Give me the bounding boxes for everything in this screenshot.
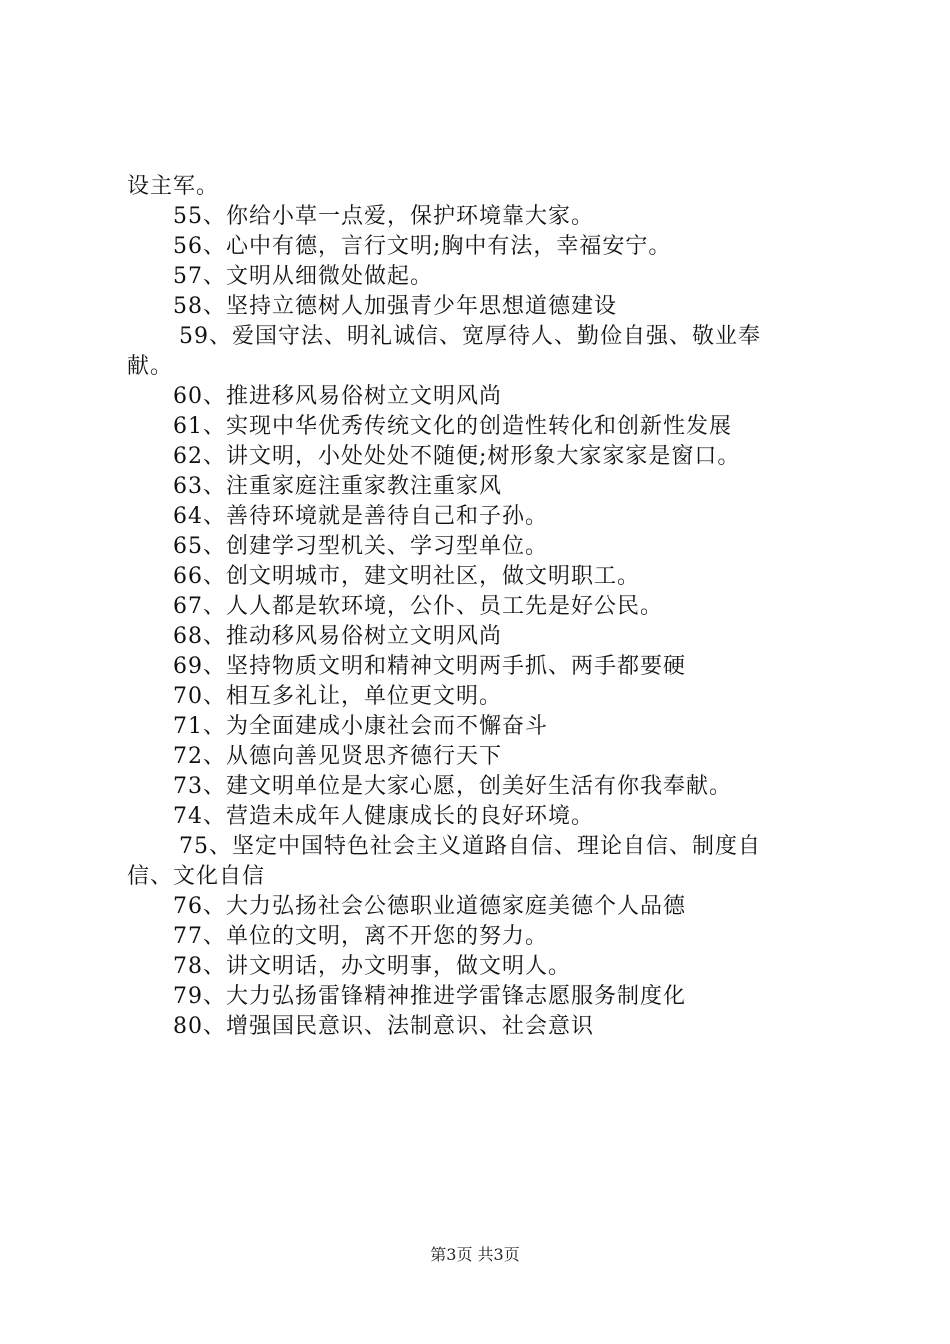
slogan-69: 69、坚持物质文明和精神文明两手抓、两手都要硬 <box>173 654 686 679</box>
text-line: 设主军。 <box>127 174 220 199</box>
slogan-67: 67、人人都是软环境，公仆、员工先是好公民。 <box>173 594 663 619</box>
slogan-59: 59、爱国守法、明礼诚信、宽厚待人、勤俭自强、敬业奉 <box>179 324 761 349</box>
slogan-72: 72、从德向善见贤思齐德行天下 <box>173 744 502 769</box>
slogan-58: 58、坚持立德树人加强青少年思想道德建设 <box>173 294 617 319</box>
slogan-75-continued: 信、文化自信 <box>127 864 266 889</box>
slogan-70: 70、相互多礼让，单位更文明。 <box>173 684 502 709</box>
slogan-71: 71、为全面建成小康社会而不懈奋斗 <box>173 714 548 739</box>
slogan-63: 63、注重家庭注重家教注重家风 <box>173 474 502 499</box>
slogan-65: 65、创建学习型机关、学习型单位。 <box>173 534 548 559</box>
slogan-74: 74、营造未成年人健康成长的良好环境。 <box>173 804 594 829</box>
slogan-77: 77、单位的文明，离不开您的努力。 <box>173 924 548 949</box>
slogan-68: 68、推动移风易俗树立文明风尚 <box>173 624 502 649</box>
slogan-78: 78、讲文明话，办文明事，做文明人。 <box>173 954 571 979</box>
slogan-64: 64、善待环境就是善待自己和子孙。 <box>173 504 548 529</box>
slogan-61: 61、实现中华优秀传统文化的创造性转化和创新性发展 <box>173 414 732 439</box>
slogan-80: 80、增强国民意识、法制意识、社会意识 <box>173 1014 594 1039</box>
slogan-56: 56、心中有德，言行文明;胸中有法，幸福安宁。 <box>173 234 672 259</box>
slogan-57: 57、文明从细微处做起。 <box>173 264 433 289</box>
slogan-55: 55、你给小草一点爱，保护环境靠大家。 <box>173 204 594 229</box>
slogan-73: 73、建文明单位是大家心愿，创美好生活有你我奉献。 <box>173 774 732 799</box>
slogan-79: 79、大力弘扬雷锋精神推进学雷锋志愿服务制度化 <box>173 984 686 1009</box>
document-body <box>127 172 842 1042</box>
page-number-footer: 第3页 共3页 <box>430 1245 520 1264</box>
slogan-59-continued: 献。 <box>127 354 174 379</box>
slogan-62: 62、讲文明，小处处处不随便;树形象大家家家是窗口。 <box>173 444 741 469</box>
slogan-76: 76、大力弘扬社会公德职业道德家庭美德个人品德 <box>173 894 686 919</box>
slogan-60: 60、推进移风易俗树立文明风尚 <box>173 384 502 409</box>
slogan-66: 66、创文明城市，建文明社区，做文明职工。 <box>173 564 640 589</box>
slogan-75: 75、坚定中国特色社会主义道路自信、理论自信、制度自 <box>179 834 761 859</box>
